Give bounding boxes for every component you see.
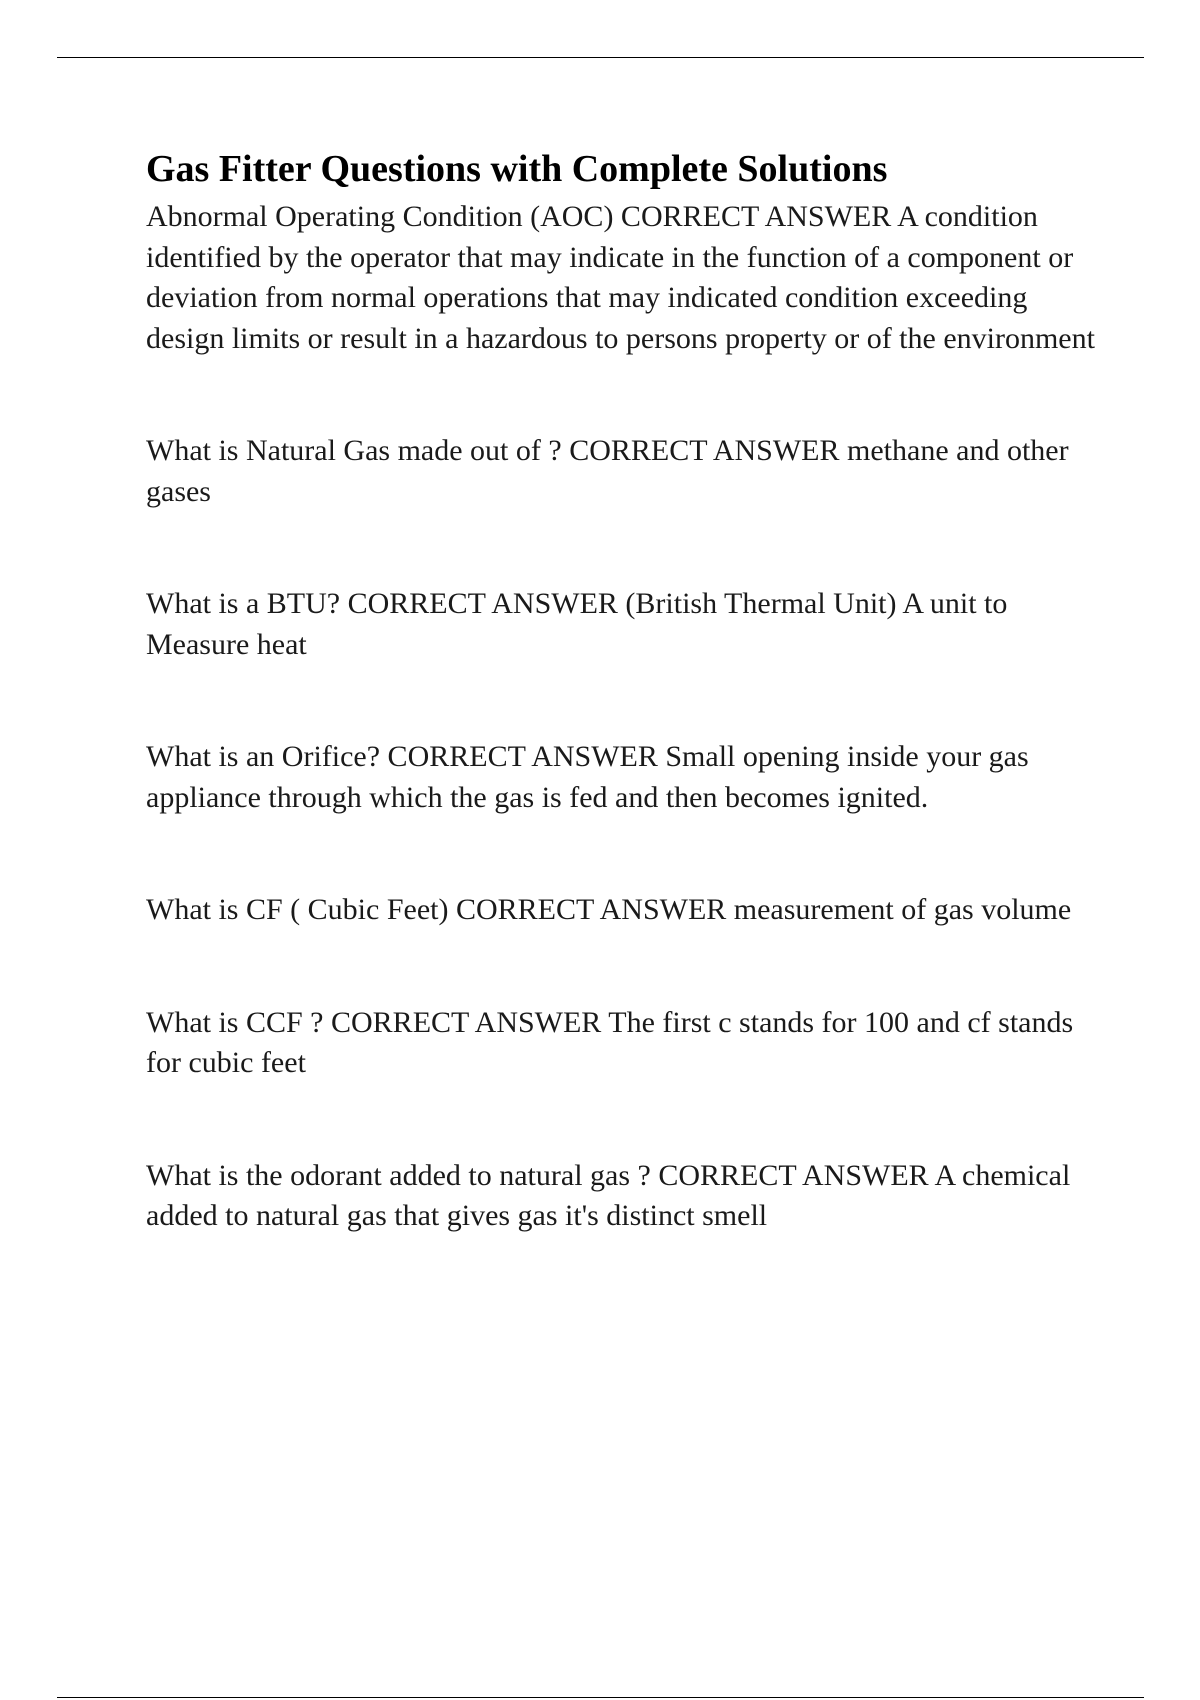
qa-list bbox=[146, 197, 1106, 1237]
document-body bbox=[146, 145, 1106, 1237]
header-rule bbox=[57, 57, 1144, 58]
qa-entry-natural-gas: What is Natural Gas made out of ? CORRECT ANSWER methane and other gases bbox=[146, 434, 1069, 508]
document-title: Gas Fitter Questions with Complete Solutions bbox=[146, 148, 888, 190]
qa-entry-odorant: What is the odorant added to natural gas ? CORRECT ANSWER A chemical added to natural gas that gives gas it's distinct smell bbox=[146, 1158, 1071, 1232]
qa-entry-orifice: What is an Orifice? CORRECT ANSWER Small opening inside your gas appliance through which the gas is fed and then becomes ignited. bbox=[146, 740, 1029, 814]
qa-entry-cubic-feet: What is CF ( Cubic Feet) CORRECT ANSWER measurement of gas volume bbox=[146, 893, 1072, 926]
qa-entry-btu: What is a BTU? CORRECT ANSWER (British Thermal Unit) A unit to Measure heat bbox=[146, 587, 1008, 661]
qa-entry-aoc: Abnormal Operating Condition (AOC) CORRECT ANSWER A condition identified by the operator that may indicate in the function of a component or deviation from normal operations that may indicated condition exceeding design limits or result in a hazardous to persons property or of the environment bbox=[146, 200, 1095, 355]
qa-entry-ccf: What is CCF ? CORRECT ANSWER The first c stands for 100 and cf stands for cubic feet bbox=[146, 1005, 1074, 1079]
footer-rule bbox=[57, 1697, 1144, 1698]
